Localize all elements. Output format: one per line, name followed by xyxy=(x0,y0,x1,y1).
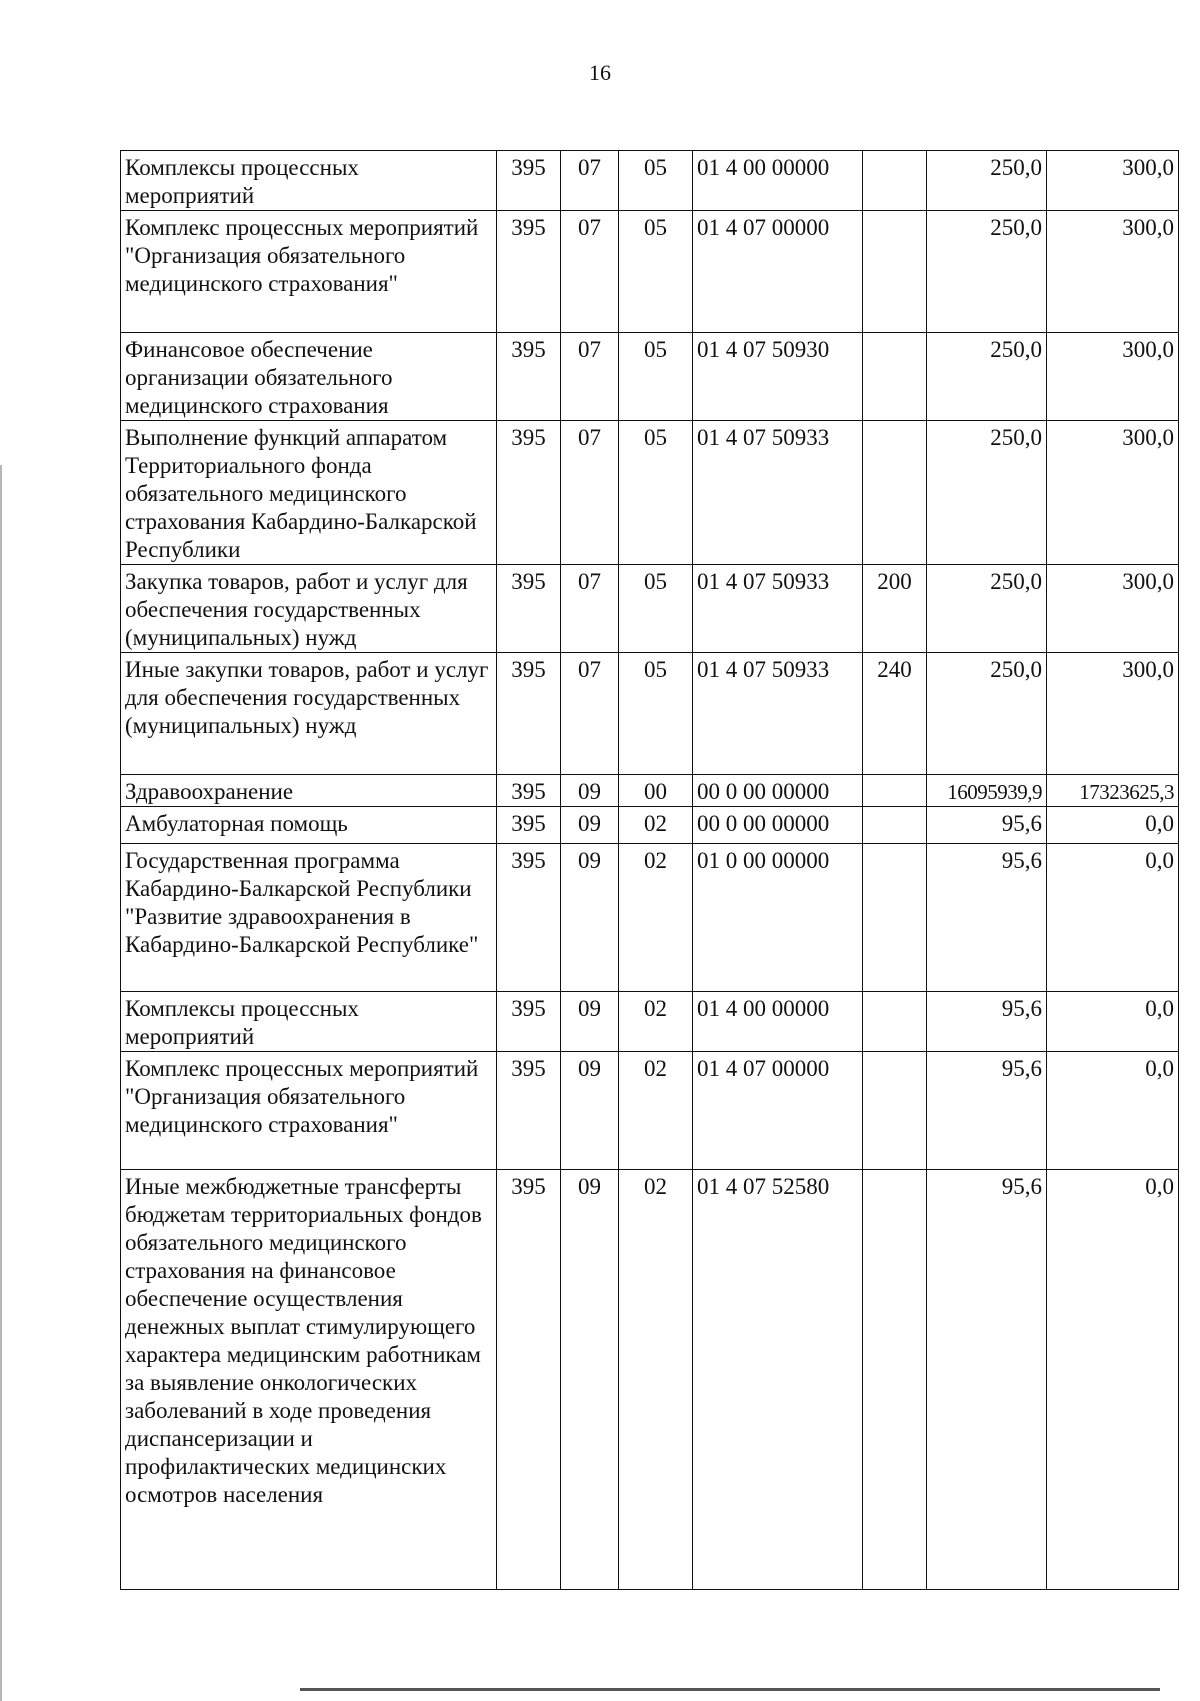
row-vr xyxy=(863,211,927,333)
row-pr: 02 xyxy=(619,1052,693,1170)
row-name: Комплекс процессных мероприятий "Организация обязательного медицинского страхования" xyxy=(121,211,497,333)
row-sum-2: 0,0 xyxy=(1047,844,1179,992)
row-sum-1: 95,6 xyxy=(927,807,1047,844)
table-row xyxy=(121,421,1179,565)
row-gr: 395 xyxy=(497,151,561,211)
row-vr xyxy=(863,807,927,844)
table-row xyxy=(121,211,1179,333)
row-rz: 09 xyxy=(561,844,619,992)
table-row xyxy=(121,653,1179,775)
row-rz: 09 xyxy=(561,807,619,844)
row-pr: 05 xyxy=(619,653,693,775)
row-csr: 01 4 00 00000 xyxy=(693,151,863,211)
row-vr xyxy=(863,333,927,421)
row-name: Финансовое обеспечение организации обязательного медицинского страхования xyxy=(121,333,497,421)
row-rz: 07 xyxy=(561,211,619,333)
row-vr xyxy=(863,992,927,1052)
row-sum-2: 0,0 xyxy=(1047,992,1179,1052)
row-sum-1: 250,0 xyxy=(927,653,1047,775)
row-sum-1: 250,0 xyxy=(927,565,1047,653)
scan-edge-shadow xyxy=(0,465,2,1701)
row-sum-2: 300,0 xyxy=(1047,653,1179,775)
row-name: Государственная программа Кабардино-Балкарской Республики "Развитие здравоохранения в Кабардино-Балкарской Республике" xyxy=(121,844,497,992)
row-sum-1: 250,0 xyxy=(927,151,1047,211)
row-pr: 02 xyxy=(619,1170,693,1590)
row-gr: 395 xyxy=(497,421,561,565)
row-sum-1: 95,6 xyxy=(927,1052,1047,1170)
page-number: 16 xyxy=(589,60,611,85)
row-sum-2: 300,0 xyxy=(1047,151,1179,211)
row-vr: 200 xyxy=(863,565,927,653)
row-name: Иные закупки товаров, работ и услуг для обеспечения государственных (муниципальных) нужд xyxy=(121,653,497,775)
row-sum-2: 0,0 xyxy=(1047,1170,1179,1590)
table-row xyxy=(121,844,1179,992)
row-sum-1: 95,6 xyxy=(927,992,1047,1052)
table-row xyxy=(121,992,1179,1052)
row-rz: 07 xyxy=(561,565,619,653)
row-name: Комплексы процессных мероприятий xyxy=(121,151,497,211)
scan-bottom-line xyxy=(300,1688,1160,1691)
row-gr: 395 xyxy=(497,807,561,844)
row-pr: 05 xyxy=(619,565,693,653)
row-sum-2: 300,0 xyxy=(1047,333,1179,421)
row-name: Комплексы процессных мероприятий xyxy=(121,992,497,1052)
table-row xyxy=(121,807,1179,844)
row-gr: 395 xyxy=(497,844,561,992)
row-name: Амбулаторная помощь xyxy=(121,807,497,844)
row-vr xyxy=(863,421,927,565)
row-rz: 07 xyxy=(561,421,619,565)
row-gr: 395 xyxy=(497,211,561,333)
row-vr xyxy=(863,775,927,807)
row-csr: 01 4 07 50933 xyxy=(693,421,863,565)
row-sum-2: 0,0 xyxy=(1047,1052,1179,1170)
row-gr: 395 xyxy=(497,1052,561,1170)
row-rz: 09 xyxy=(561,775,619,807)
table-row xyxy=(121,1170,1179,1590)
row-gr: 395 xyxy=(497,775,561,807)
row-gr: 395 xyxy=(497,992,561,1052)
row-rz: 09 xyxy=(561,1052,619,1170)
row-vr xyxy=(863,844,927,992)
row-gr: 395 xyxy=(497,653,561,775)
row-csr: 01 4 07 50933 xyxy=(693,653,863,775)
budget-table xyxy=(120,150,1179,1590)
row-sum-2: 17323625,3 xyxy=(1047,775,1179,807)
row-rz: 07 xyxy=(561,653,619,775)
row-name: Иные межбюджетные трансферты бюджетам территориальных фондов обязательного медицинского страхования на финансовое обеспечение осуществления денежных выплат стимулирующего характера медицинским работникам за выявление онкологических заболеваний в ходе проведения диспансеризации и профилактических медицинских осмотров населения xyxy=(121,1170,497,1590)
row-rz: 09 xyxy=(561,992,619,1052)
row-csr: 01 0 00 00000 xyxy=(693,844,863,992)
row-name: Закупка товаров, работ и услуг для обеспечения государственных (муниципальных) нужд xyxy=(121,565,497,653)
row-sum-1: 16095939,9 xyxy=(927,775,1047,807)
row-pr: 02 xyxy=(619,807,693,844)
row-pr: 05 xyxy=(619,333,693,421)
row-gr: 395 xyxy=(497,565,561,653)
row-csr: 01 4 07 50933 xyxy=(693,565,863,653)
row-pr: 05 xyxy=(619,421,693,565)
row-csr: 01 4 07 52580 xyxy=(693,1170,863,1590)
row-vr xyxy=(863,151,927,211)
row-sum-1: 250,0 xyxy=(927,421,1047,565)
row-sum-1: 95,6 xyxy=(927,844,1047,992)
row-csr: 01 4 00 00000 xyxy=(693,992,863,1052)
row-csr: 01 4 07 50930 xyxy=(693,333,863,421)
row-name: Комплекс процессных мероприятий "Организация обязательного медицинского страхования" xyxy=(121,1052,497,1170)
row-pr: 05 xyxy=(619,151,693,211)
row-csr: 01 4 07 00000 xyxy=(693,211,863,333)
row-csr: 00 0 00 00000 xyxy=(693,807,863,844)
row-vr: 240 xyxy=(863,653,927,775)
row-sum-2: 300,0 xyxy=(1047,211,1179,333)
table-row xyxy=(121,333,1179,421)
row-rz: 07 xyxy=(561,151,619,211)
row-gr: 395 xyxy=(497,333,561,421)
table-row xyxy=(121,151,1179,211)
row-sum-1: 250,0 xyxy=(927,333,1047,421)
row-vr xyxy=(863,1052,927,1170)
row-sum-2: 300,0 xyxy=(1047,421,1179,565)
row-sum-2: 300,0 xyxy=(1047,565,1179,653)
row-sum-2: 0,0 xyxy=(1047,807,1179,844)
row-gr: 395 xyxy=(497,1170,561,1590)
row-sum-1: 95,6 xyxy=(927,1170,1047,1590)
table-row xyxy=(121,1052,1179,1170)
row-rz: 07 xyxy=(561,333,619,421)
row-csr: 00 0 00 00000 xyxy=(693,775,863,807)
row-name: Здравоохранение xyxy=(121,775,497,807)
row-pr: 00 xyxy=(619,775,693,807)
row-vr xyxy=(863,1170,927,1590)
row-name: Выполнение функций аппаратом Территориального фонда обязательного медицинского страхования Кабардино-Балкарской Республики xyxy=(121,421,497,565)
row-pr: 02 xyxy=(619,844,693,992)
row-pr: 05 xyxy=(619,211,693,333)
table-row xyxy=(121,775,1179,807)
row-sum-1: 250,0 xyxy=(927,211,1047,333)
row-csr: 01 4 07 00000 xyxy=(693,1052,863,1170)
table-row xyxy=(121,565,1179,653)
row-pr: 02 xyxy=(619,992,693,1052)
row-rz: 09 xyxy=(561,1170,619,1590)
